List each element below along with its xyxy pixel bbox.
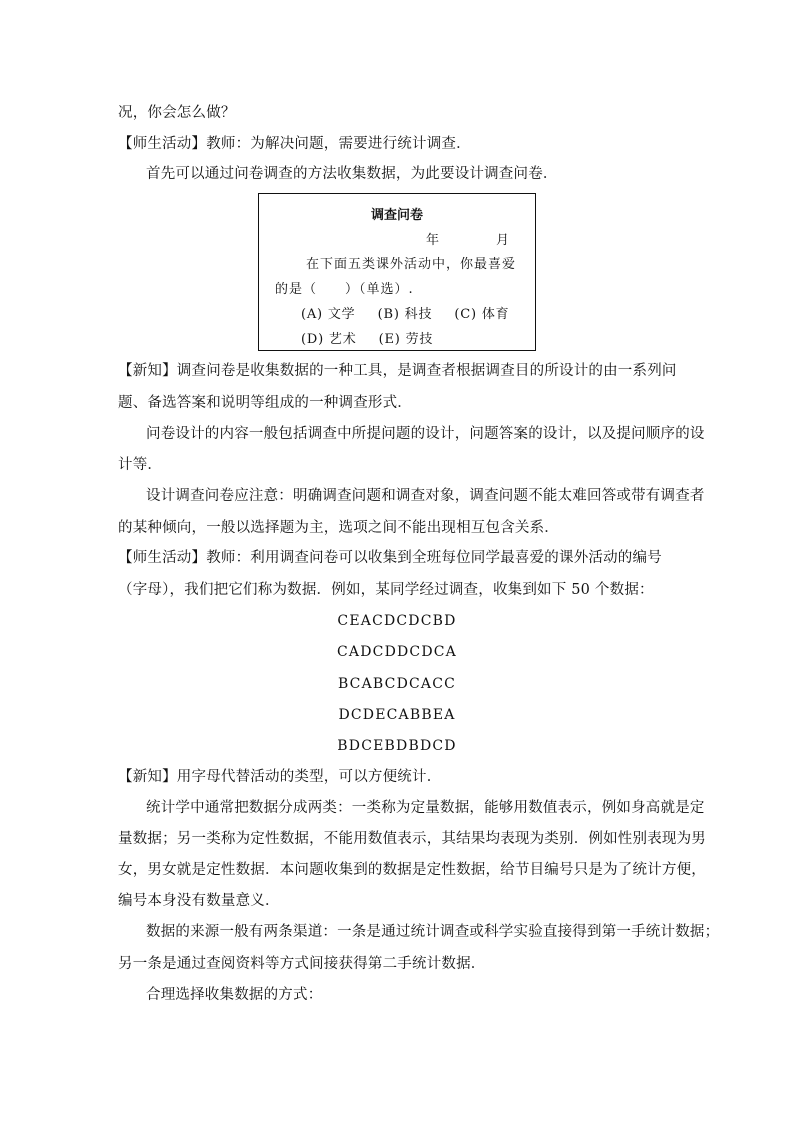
survey-option-e: (E) 劳技 [378,332,434,347]
paragraph-3-line-2: 的某种倾向，一般以选择题为主，选项之间不能出现相互包含关系． [118,520,559,536]
data-line-4: DCDECABBEA [338,707,456,723]
paragraph-2-line-1: 问卷设计的内容一般包括调查中所提问题的设计，问题答案的设计，以及提问顺序的设 [146,426,705,442]
survey-options-row-1 [301,303,527,321]
survey-question-line-1: 在下面五类课外活动中，你最喜爱 [306,257,517,272]
intro-line-3: 首先可以通过问卷调查的方法收集数据，为此要设计调查问卷． [146,166,558,182]
paragraph-6-line-1: 统计学中通常把数据分成两类：一类称为定量数据，能够用数值表示，例如身高就是定 [146,800,705,816]
survey-year-label: 年 [426,233,440,248]
paragraph-4-line-2: （字母），我们把它们称为数据．例如，某同学经过调查，收集到如下 50 个数据： [118,582,654,598]
paragraph-3-line-1: 设计调查问卷应注意：明确调查问题和调查对象，调查问题不能太难回答或带有调查者 [146,488,705,504]
intro-line-2: 【师生活动】教师：为解决问题，需要进行统计调查． [118,136,471,152]
data-line-5: BDCEBDBDCD [337,738,457,754]
paragraph-8: 合理选择收集数据的方式： [146,987,323,1003]
survey-option-a: (A) 文学 [301,307,356,322]
paragraph-6-line-2: 量数据；另一类称为定性数据，不能用数值表示，其结果均表现为类别．例如性别表现为男 [118,831,706,847]
paragraph-5: 【新知】用字母代替活动的类型，可以方便统计． [118,769,442,785]
survey-question-line-2: 的是（ ）（单选）. [275,282,414,297]
survey-option-b: (B) 科技 [377,307,433,322]
paragraph-7-line-2: 另一条是通过查阅资料等方式间接获得第二手统计数据． [118,956,486,972]
survey-date-row [259,229,535,247]
data-line-1: CEACDCDCBD [337,613,457,629]
data-line-3: BCABCDCACC [337,676,457,692]
data-line-2: CADCDDCDCA [337,644,457,660]
survey-month-label: 月 [496,233,510,248]
survey-title: 调查问卷 [370,208,423,223]
paragraph-2-line-2: 计等． [118,457,163,473]
paragraph-1-line-2: 题、备选答案和说明等组成的一种调查形式． [118,395,412,411]
paragraph-1-line-1: 【新知】调查问卷是收集数据的一种工具，是调查者根据调查目的所设计的由一系列问 [118,363,677,379]
survey-option-c: (C) 体育 [454,307,510,322]
paragraph-7-line-1: 数据的来源一般有两条渠道：一条是通过统计调查或科学实验直接得到第一手统计数据； [146,924,720,940]
paragraph-4-line-1: 【师生活动】教师：利用调查问卷可以收集到全班每位同学最喜爱的课外活动的编号 [118,550,662,566]
survey-option-d: (D) 艺术 [301,332,357,347]
paragraph-6-line-4: 编号本身没有数量意义． [118,893,280,909]
intro-line-1: 况，你会怎么做？ [118,105,236,121]
survey-questionnaire-box [258,193,536,351]
survey-options-row-2 [301,328,451,346]
paragraph-6-line-3: 女，男女就是定性数据．本问题收集到的数据是定性数据，给节目编号只是为了统计方便， [118,862,706,878]
